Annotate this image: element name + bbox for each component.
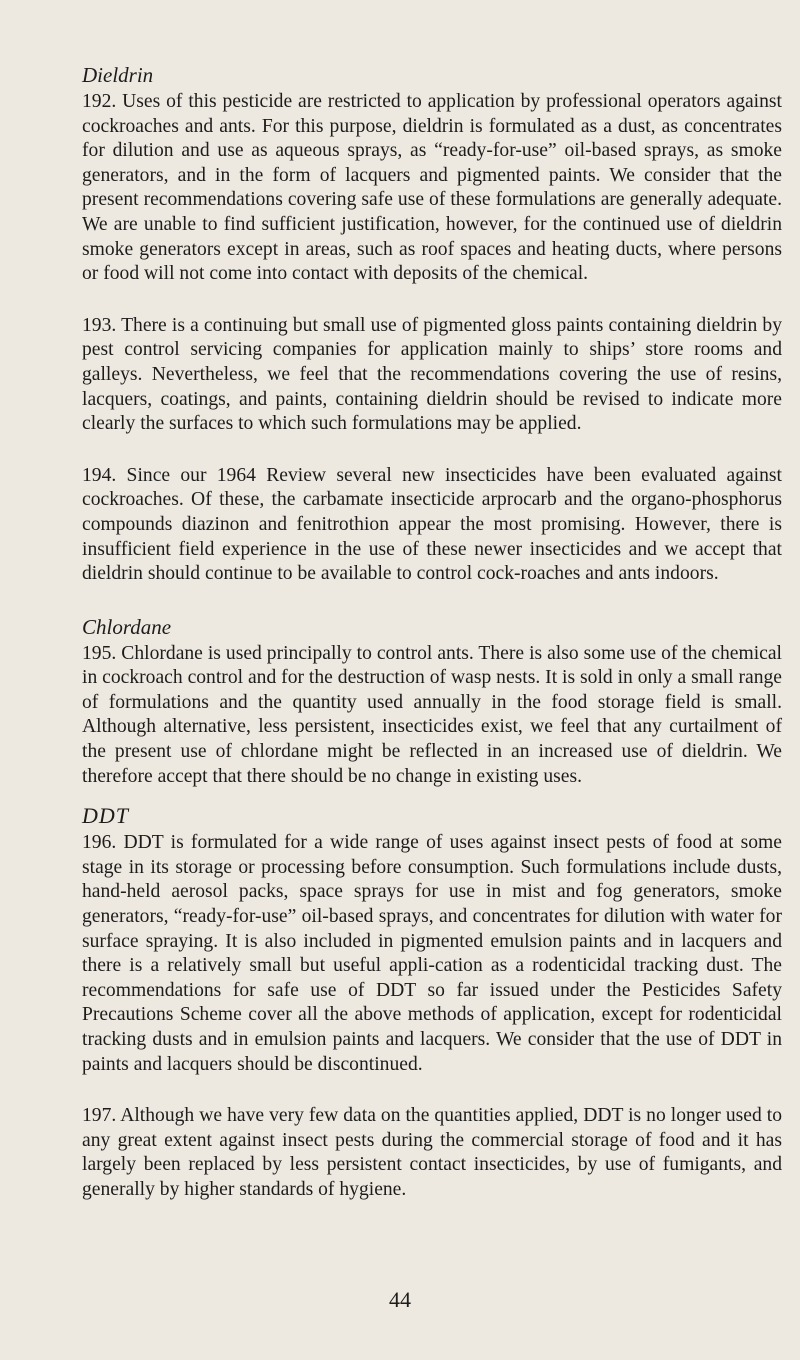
paragraph-196: 196. DDT is formulated for a wide range of uses against insect pests of food at some stage in its storage or processing before consumption. Such formulations include dusts, hand-held aerosol packs, space sprays for use in mist and fog generators, smoke generators, “ready-for-use” oil-based sprays, and concentrates for dilution with water for surface spraying. It is also included in pigmented emulsion paints and in lacquers and there is a relatively small but useful appli-cation as a rodenticidal tracking dust. The recommendations for safe use of DDT so far issued under the Pesticides Safety Precautions Scheme cover all the above methods of application, except for rodenticidal tracking dusts and in emulsion paints and lacquers. We consider that the use of DDT in paints and lacquers should be discontinued. <box>82 832 782 1075</box>
section-heading: Dieldrin <box>82 63 154 87</box>
section-heading: DDT <box>82 803 130 829</box>
document-body <box>82 62 782 1230</box>
page-number: 44 <box>389 1287 411 1312</box>
section-dieldrin <box>82 62 782 587</box>
paragraph-192: 192. Uses of this pesticide are restricted to application by professional operators against cockroaches and ants. For this purpose, dieldrin is formulated as a dust, as concentrates for dilution and use as aqueous sprays, as “ready-for-use” oil-based sprays, as smoke generators, and in the form of lacquers and pigmented paints. We consider that the present recommendations covering safe use of these formulations are generally adequate. We are unable to find sufficient justification, however, for the continued use of dieldrin smoke generators except in areas, such as roof spaces and heating ducts, where persons or food will not come into contact with deposits of the chemical. <box>82 91 782 285</box>
section-heading: Chlordane <box>82 614 172 639</box>
paragraph-193: 193. There is a continuing but small use of pigmented gloss paints containing dieldrin by pest control servicing companies for application mainly to ships’ store rooms and galleys. Nevertheless, we feel that the recommendations covering the use of resins, lacquers, coatings, and paints, containing dieldrin should be revised to indicate more clearly the surfaces to which such formulations may be applied. <box>82 314 782 435</box>
paragraph-195: 195. Chlordane is used principally to control ants. There is also some use of the chemical in cockroach control and for the destruction of wasp nests. It is sold in only a small range of formulations and the quantity used annually in the food storage field is small. Although alternative, less persistent, insecticides exist, we feel that any curtailment of the present use of chlordane might be reflected in an increased use of dieldrin. We therefore accept that there should be no change in existing uses. <box>82 642 782 787</box>
paragraph-197: 197. Although we have very few data on the quantities applied, DDT is no longer used to any great extent against insect pests during the commercial storage of food and it has largely been replaced by less persistent contact insecticides, by use of fumigants, and generally by higher standards of hygiene. <box>82 1105 782 1200</box>
section-ddt <box>82 803 782 1202</box>
paragraph-194: 194. Since our 1964 Review several new insecticides have been evaluated against cockroaches. Of these, the carbamate insecticide arprocarb and the organo-phosphorus compounds diazinon and fenitrothion appear the most promising. However, there is insufficient field experience in the use of these newer insecticides and we accept that dieldrin should continue to be available to control cock-roaches and ants indoors. <box>82 464 782 585</box>
section-chlordane <box>82 614 782 790</box>
